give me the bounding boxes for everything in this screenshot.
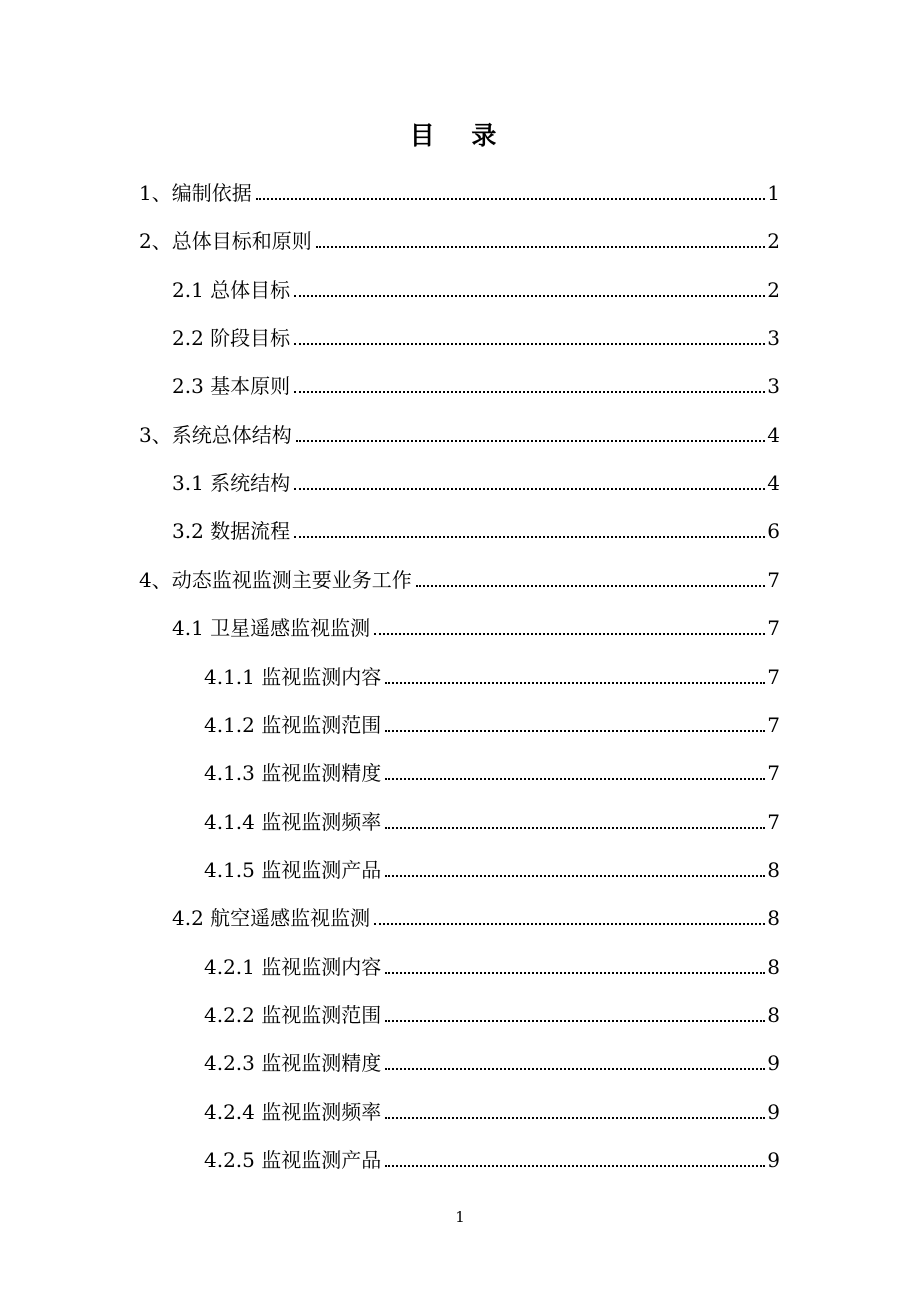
toc-entry-title: 4.1.3 监视监测精度 [204,761,382,785]
toc-entry[interactable] [139,407,780,447]
toc-entry-title: 4.1.2 监视监测范围 [204,713,382,737]
toc-entry-title: 2、总体目标和原则 [139,229,312,253]
toc-leader-dots [296,439,766,442]
toc-entry[interactable] [172,358,780,398]
toc-leader-dots [385,1164,765,1167]
toc-entry-page: 3 [767,374,780,398]
toc-leader-dots [385,826,765,829]
toc-leader-dots [316,245,766,248]
toc-leader-dots [374,922,765,925]
toc-leader-dots [256,197,766,200]
toc-entry-title: 4、动态监视监测主要业务工作 [139,568,412,592]
toc-entry-title: 3、系统总体结构 [139,423,292,447]
toc-entry[interactable] [204,987,780,1027]
toc-entry[interactable] [172,503,780,543]
toc-entry[interactable] [139,213,780,253]
toc-entry-title: 4.1.5 监视监测产品 [204,858,382,882]
toc-entry-page: 8 [767,955,780,979]
toc-entry[interactable] [139,552,780,592]
page-number: 1 [455,1208,465,1226]
toc-entry[interactable] [204,1084,780,1124]
toc-entry-title: 4.2 航空遥感监视监测 [172,906,371,930]
toc-entry[interactable] [204,1132,780,1172]
toc-entry-page: 8 [767,858,780,882]
toc-entry-title: 4.2.2 监视监测范围 [204,1003,382,1027]
toc-leader-dots [385,729,765,732]
toc-entry[interactable] [204,842,780,882]
toc-leader-dots [294,294,765,297]
toc-entry[interactable] [172,310,780,350]
toc-entry[interactable] [172,455,780,495]
toc-entry-title: 4.2.4 监视监测频率 [204,1100,382,1124]
toc-entry-page: 4 [767,423,780,447]
toc-entry-page: 7 [767,810,780,834]
toc-entry-title: 4.2.3 监视监测精度 [204,1051,382,1075]
toc-entry[interactable] [139,165,780,205]
toc-entry-page: 7 [767,568,780,592]
toc-leader-dots [385,777,765,780]
toc-leader-dots [385,1019,765,1022]
toc-entry[interactable] [204,794,780,834]
toc-entry-page: 9 [767,1051,780,1075]
toc-leader-dots [374,632,765,635]
toc-leader-dots [385,971,765,974]
toc-entry-page: 6 [767,519,780,543]
toc-leader-dots [416,584,766,587]
toc-entry-page: 7 [767,761,780,785]
toc-leader-dots [294,487,765,490]
toc-entry[interactable] [204,939,780,979]
toc-leader-dots [385,1116,765,1119]
toc-entry[interactable] [172,600,780,640]
toc-entry-page: 3 [767,326,780,350]
toc-leader-dots [294,535,765,538]
toc-leader-dots [385,1067,765,1070]
toc-entry-page: 7 [767,665,780,689]
toc-leader-dots [294,390,765,393]
toc-entry-page: 2 [767,229,780,253]
toc-entry-title: 2.1 总体目标 [172,278,291,302]
toc-entry-title: 3.2 数据流程 [172,519,291,543]
toc-entry-page: 8 [767,906,780,930]
toc-entry[interactable] [204,745,780,785]
toc-entry-page: 8 [767,1003,780,1027]
toc-entry[interactable] [172,262,780,302]
toc-entry-page: 2 [767,278,780,302]
toc-entry-title: 3.1 系统结构 [172,471,291,495]
toc-entry-page: 7 [767,616,780,640]
toc-title: 目 录 [409,121,511,150]
toc-entry-page: 9 [767,1148,780,1172]
toc-entry-title: 4.1.4 监视监测频率 [204,810,382,834]
toc-entry-title: 1、编制依据 [139,181,252,205]
toc-leader-dots [385,874,765,877]
toc-entry-title: 4.1.1 监视监测内容 [204,665,382,689]
toc-leader-dots [294,342,765,345]
toc-entry-page: 4 [767,471,780,495]
toc-entry-title: 4.1 卫星遥感监视监测 [172,616,371,640]
toc-entry-title: 2.2 阶段目标 [172,326,291,350]
toc-entry-title: 4.2.1 监视监测内容 [204,955,382,979]
toc-entry[interactable] [204,697,780,737]
toc-entry-title: 2.3 基本原则 [172,374,291,398]
toc-entry-page: 1 [767,181,780,205]
toc-entry[interactable] [204,1035,780,1075]
toc-entry-page: 9 [767,1100,780,1124]
toc-leader-dots [385,681,765,684]
toc-entry[interactable] [172,890,780,930]
toc-entry-page: 7 [767,713,780,737]
toc-entry-title: 4.2.5 监视监测产品 [204,1148,382,1172]
toc-entry[interactable] [204,649,780,689]
